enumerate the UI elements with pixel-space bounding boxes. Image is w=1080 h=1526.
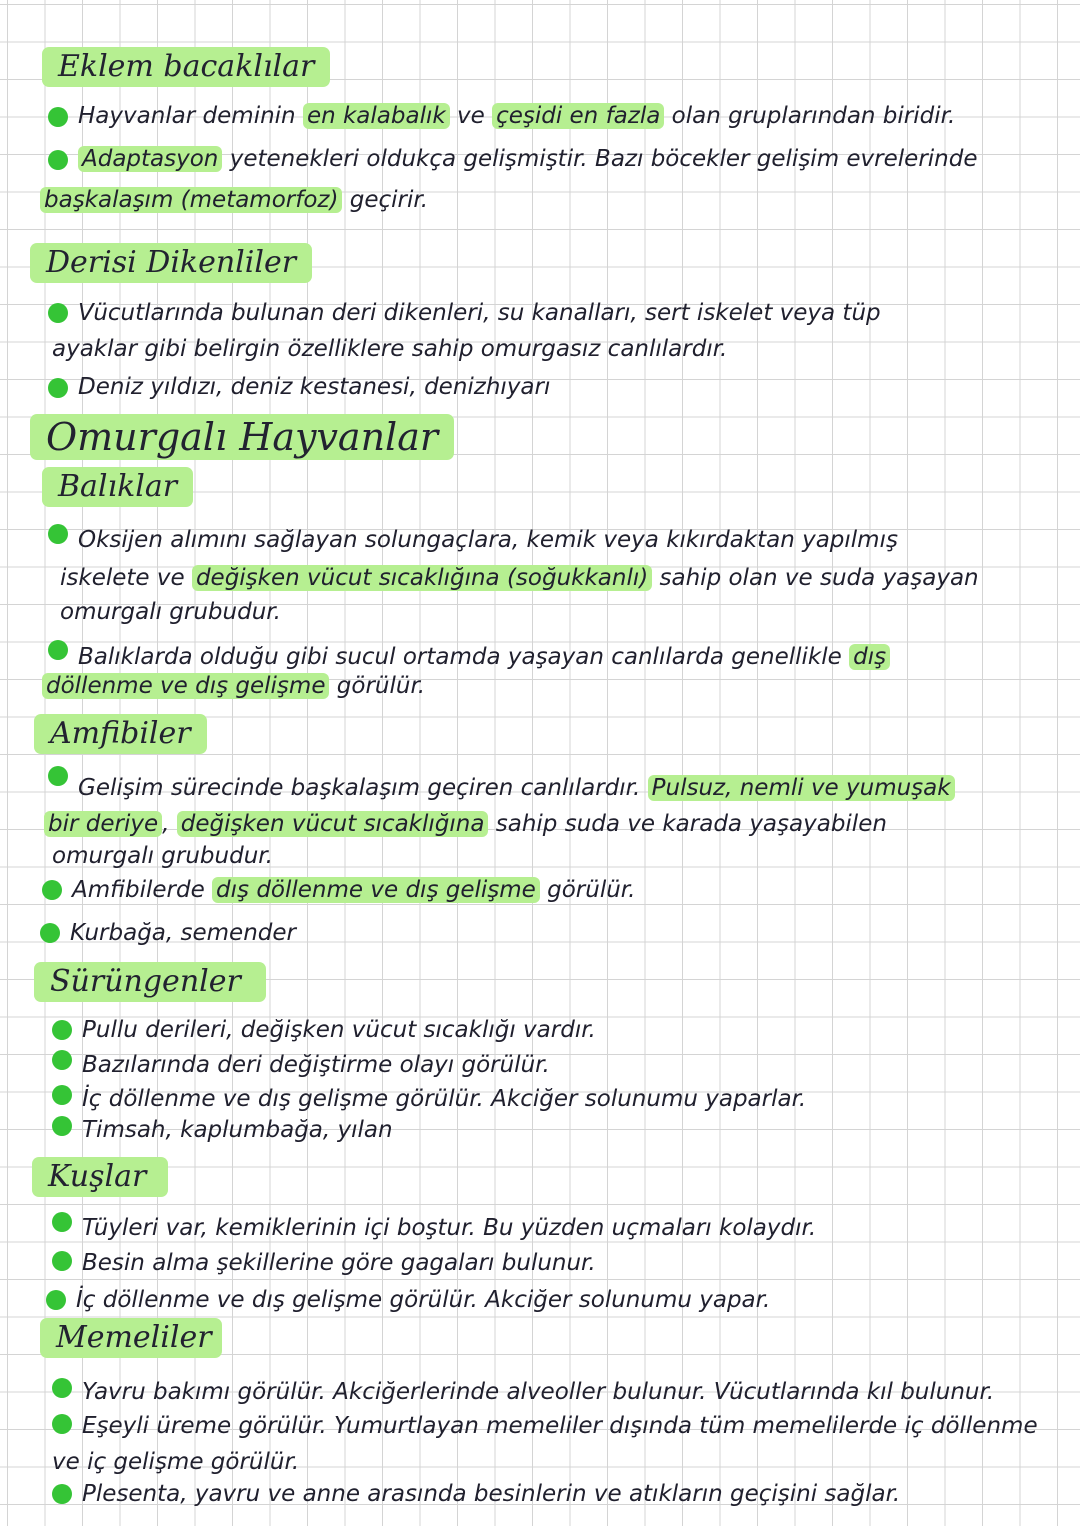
heading-eklem-bacaklilar: Eklem bacaklılar: [42, 47, 330, 87]
heading-kuslar: Kuşlar: [32, 1157, 168, 1197]
surungenler-bullet-4: Timsah, kaplumbağa, yılan: [82, 1117, 393, 1143]
derisi-bullet-1-cont: ayaklar gibi belirgin özelliklere sahip omurgasız canlılardır.: [52, 336, 728, 362]
amfibiler-bullet-3: Kurbağa, semender: [70, 920, 296, 946]
amfibiler-bullet-1: Gelişim sürecinde başkalaşım geçiren canlılardır. Pulsuz, nemli ve yumuşak: [52, 772, 955, 804]
amfibiler-bullet-1-cont: bir deriye , değişken vücut sıcaklığına sahip suda ve karada yaşayabilen: [44, 808, 887, 840]
heading-memeliler: Memeliler: [40, 1318, 222, 1358]
heading-amfibiler: Amfibiler: [34, 714, 207, 754]
eklem-bullet-2: Adaptasyon yetenekleri oldukça gelişmiştir. Bazı böcekler gelişim evrelerinde: [52, 143, 978, 175]
surungenler-bullet-1: Pullu derileri, değişken vücut sıcaklığı vardır.: [82, 1017, 596, 1043]
surungenler-bullet-3: İç döllenme ve dış gelişme görülür. Akciğer solunumu yaparlar.: [82, 1086, 807, 1112]
derisi-bullet-2: Deniz yıldızı, deniz kestanesi, denizhıyarı: [78, 374, 551, 400]
heading-baliklar: Balıklar: [42, 467, 193, 507]
heading-derisi-dikenliler: Derisi Dikenliler: [30, 243, 312, 283]
baliklar-bullet-2-cont: döllenme ve dış gelişme görülür.: [42, 670, 425, 702]
amfibiler-bullet-1-cont2: omurgalı grubudur.: [52, 843, 273, 869]
kuslar-bullet-3: İç döllenme ve dış gelişme görülür. Akciğer solunumu yapar.: [76, 1287, 771, 1313]
amfibiler-bullet-2: Amfibilerde dış döllenme ve dış gelişme görülür.: [72, 877, 636, 903]
baliklar-bullet-1-cont2: omurgalı grubudur.: [60, 599, 281, 625]
baliklar-bullet-1: Oksijen alımını sağlayan solungaçlara, kemik veya kıkırdaktan yapılmış: [78, 527, 898, 553]
memeliler-bullet-1: Yavru bakımı görülür. Akciğerlerinde alveoller bulunur. Vücutlarında kıl bulunur.: [82, 1379, 995, 1405]
memeliler-bullet-2: Eşeyli üreme görülür. Yumurtlayan memeliler dışında tüm memelilerde iç döllenme: [82, 1413, 1038, 1439]
eklem-bullet-2-cont: başkalaşım (metamorfoz) geçirir.: [40, 184, 428, 216]
heading-omurgali-hayvanlar: Omurgalı Hayvanlar: [30, 414, 454, 460]
surungenler-bullet-2: Bazılarında deri değiştirme olayı görülür.: [82, 1052, 550, 1078]
memeliler-bullet-3: Plesenta, yavru ve anne arasında besinlerin ve atıkların geçişini sağlar.: [82, 1481, 901, 1507]
kuslar-bullet-1: Tüyleri var, kemiklerinin içi boştur. Bu yüzden uçmaları kolaydır.: [82, 1215, 817, 1241]
heading-surungenler: Sürüngenler: [34, 962, 266, 1002]
baliklar-bullet-2: Balıklarda olduğu gibi sucul ortamda yaşayan canlılarda genellikle dış: [52, 641, 890, 673]
baliklar-bullet-1-cont: iskelete ve değişken vücut sıcaklığına (soğukkanlı) sahip olan ve suda yaşayan: [60, 565, 979, 591]
memeliler-bullet-2-cont: ve iç gelişme görülür.: [52, 1449, 300, 1475]
eklem-bullet-1: Hayvanlar deminin en kalabalık ve çeşidi en fazla olan gruplarından biridir.: [78, 103, 956, 129]
kuslar-bullet-2: Besin alma şekillerine göre gagaları bulunur.: [82, 1250, 596, 1276]
derisi-bullet-1: Vücutlarında bulunan deri dikenleri, su kanalları, sert iskelet veya tüp: [78, 300, 881, 326]
